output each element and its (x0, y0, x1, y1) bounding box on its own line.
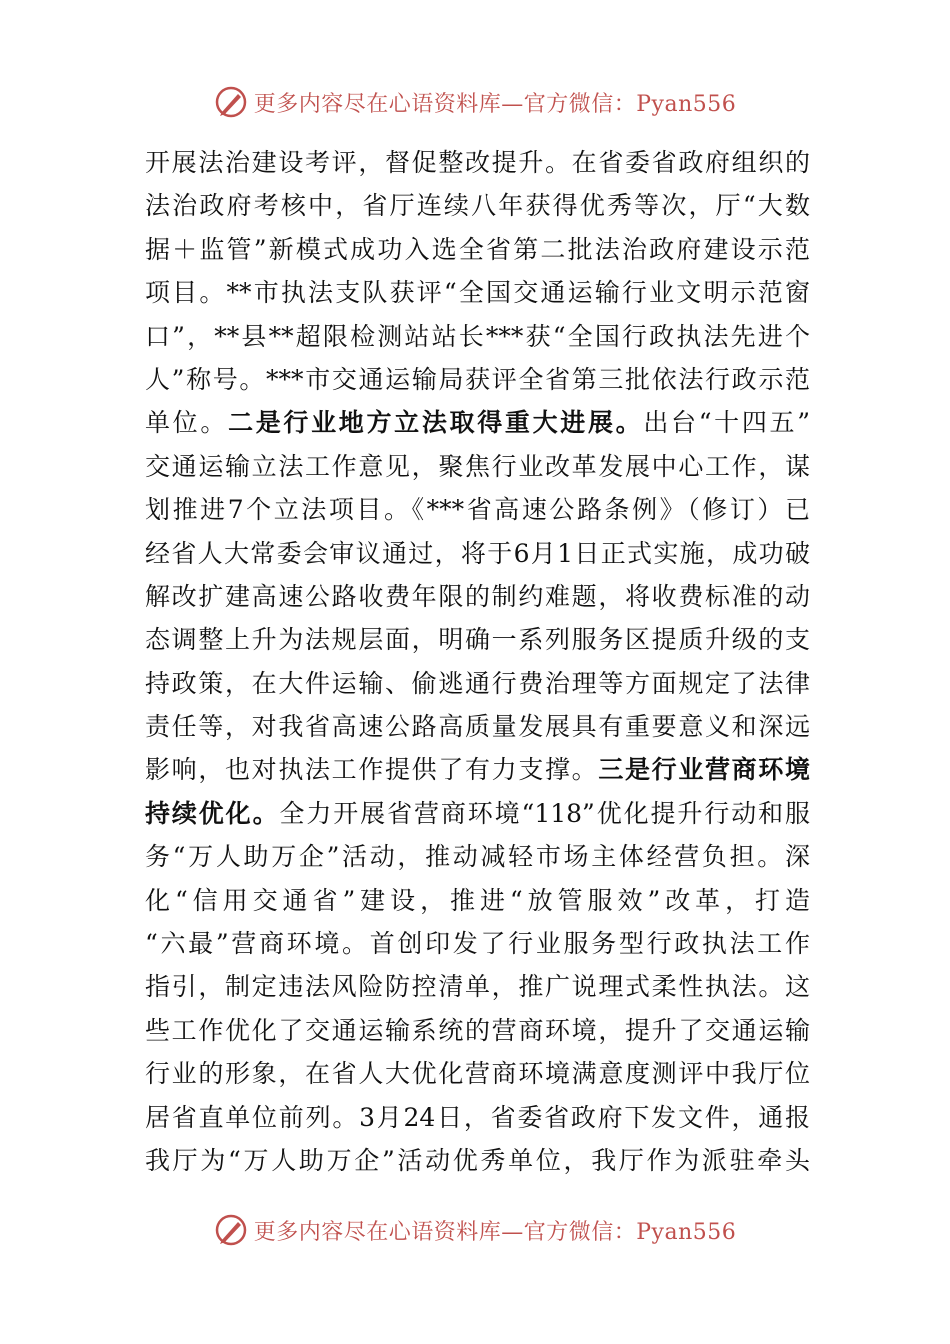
paragraph-line (145, 358, 810, 401)
body-text: 经省人大常委会审议通过，将于6月1日正式实施，成功破 (145, 538, 810, 568)
document-body (145, 141, 810, 1182)
watermark-text: 更多内容尽在心语资料库—官方微信：Pyan556 (253, 91, 737, 117)
paragraph-line (145, 271, 810, 314)
body-text: 人”称号。***市交通运输局获评全省第三批依法行政示范 (145, 364, 810, 394)
body-text: 法治政府考核中，省厅连续八年获得优秀等次，厅“大数 (145, 191, 810, 221)
paragraph-line (145, 662, 810, 705)
body-text: 行业的形象，在省人大优化营商环境满意度测评中我厅位 (145, 1059, 810, 1089)
paragraph-line (145, 922, 810, 965)
body-text: 项目。**市执法支队获评“全国交通运输行业文明示范窗 (145, 278, 810, 308)
body-text: 态调整上升为法规层面，明确一系列服务区提质升级的支 (145, 625, 810, 655)
pen-logo-icon (214, 85, 248, 119)
paragraph-line (145, 1139, 810, 1182)
paragraph-line (145, 488, 810, 531)
body-text: 单位。 (145, 408, 229, 438)
paragraph-line (145, 401, 810, 444)
footer-watermark (0, 1210, 950, 1250)
body-text: “六最”营商环境。首创印发了行业服务型行政执法工作 (145, 929, 810, 959)
paragraph-line (145, 748, 810, 791)
body-text: 指引，制定违法风险防控清单，推广说理式柔性执法。这 (145, 972, 810, 1002)
paragraph-line (145, 705, 810, 748)
paragraph-line (145, 228, 810, 271)
body-text: 持政策，在大件运输、偷逃通行费治理等方面规定了法律 (145, 668, 810, 698)
paragraph-line (145, 315, 810, 358)
paragraph-line (145, 445, 810, 488)
body-text: 化“信用交通省”建设，推进“放管服效”改革，打造 (145, 885, 810, 915)
bold-heading-text: 三是行业营商环境 (598, 755, 810, 785)
paragraph-line (145, 532, 810, 575)
body-text: 交通运输立法工作意见，聚焦行业改革发展中心工作，谋 (145, 451, 810, 481)
body-text: 开展法治建设考评，督促整改提升。在省委省政府组织的 (145, 148, 810, 177)
watermark-text: 更多内容尽在心语资料库—官方微信：Pyan556 (253, 1219, 737, 1245)
body-text: 解改扩建高速公路收费年限的制约难题，将收费标准的动 (145, 581, 810, 611)
body-text: 责任等，对我省高速公路高质量发展具有重要意义和深远 (145, 712, 810, 742)
body-text: 些工作优化了交通运输系统的营商环境，提升了交通运输 (145, 1015, 810, 1045)
body-text: 务“万人助万企”活动，推动减轻市场主体经营负担。深 (145, 842, 810, 872)
body-text: 口”，**县**超限检测站站长***获“全国行政执法先进个 (145, 321, 810, 351)
paragraph-line (145, 1052, 810, 1095)
pen-logo-icon (214, 1213, 248, 1247)
paragraph-line (145, 792, 810, 835)
paragraph-line (145, 1009, 810, 1052)
paragraph-line (145, 879, 810, 922)
paragraph-line (145, 618, 810, 661)
body-text: 居省直单位前列。3月24日，省委省政府下发文件，通报 (145, 1102, 810, 1132)
body-text: 全力开展省营商环境“118”优化提升行动和服 (279, 798, 810, 828)
body-text: 划推进7个立法项目。《***省高速公路条例》（修订）已 (145, 495, 810, 525)
body-text: 我厅为“万人助万企”活动优秀单位，我厅作为派驻牵头 (145, 1145, 810, 1175)
paragraph-line (145, 1096, 810, 1139)
header-watermark (0, 82, 950, 122)
body-text: 出台“十四五” (643, 408, 810, 438)
bold-heading-text: 持续优化。 (145, 798, 280, 828)
paragraph-line (145, 965, 810, 1008)
paragraph-line (145, 835, 810, 878)
paragraph-line (145, 575, 810, 618)
body-text: 据＋监管”新模式成功入选全省第二批法治政府建设示范 (145, 234, 810, 264)
paragraph-line (145, 141, 810, 184)
paragraph-line (145, 184, 810, 227)
body-text: 影响，也对执法工作提供了有力支撑。 (145, 755, 599, 785)
bold-heading-text: 二是行业地方立法取得重大进展。 (228, 408, 644, 438)
